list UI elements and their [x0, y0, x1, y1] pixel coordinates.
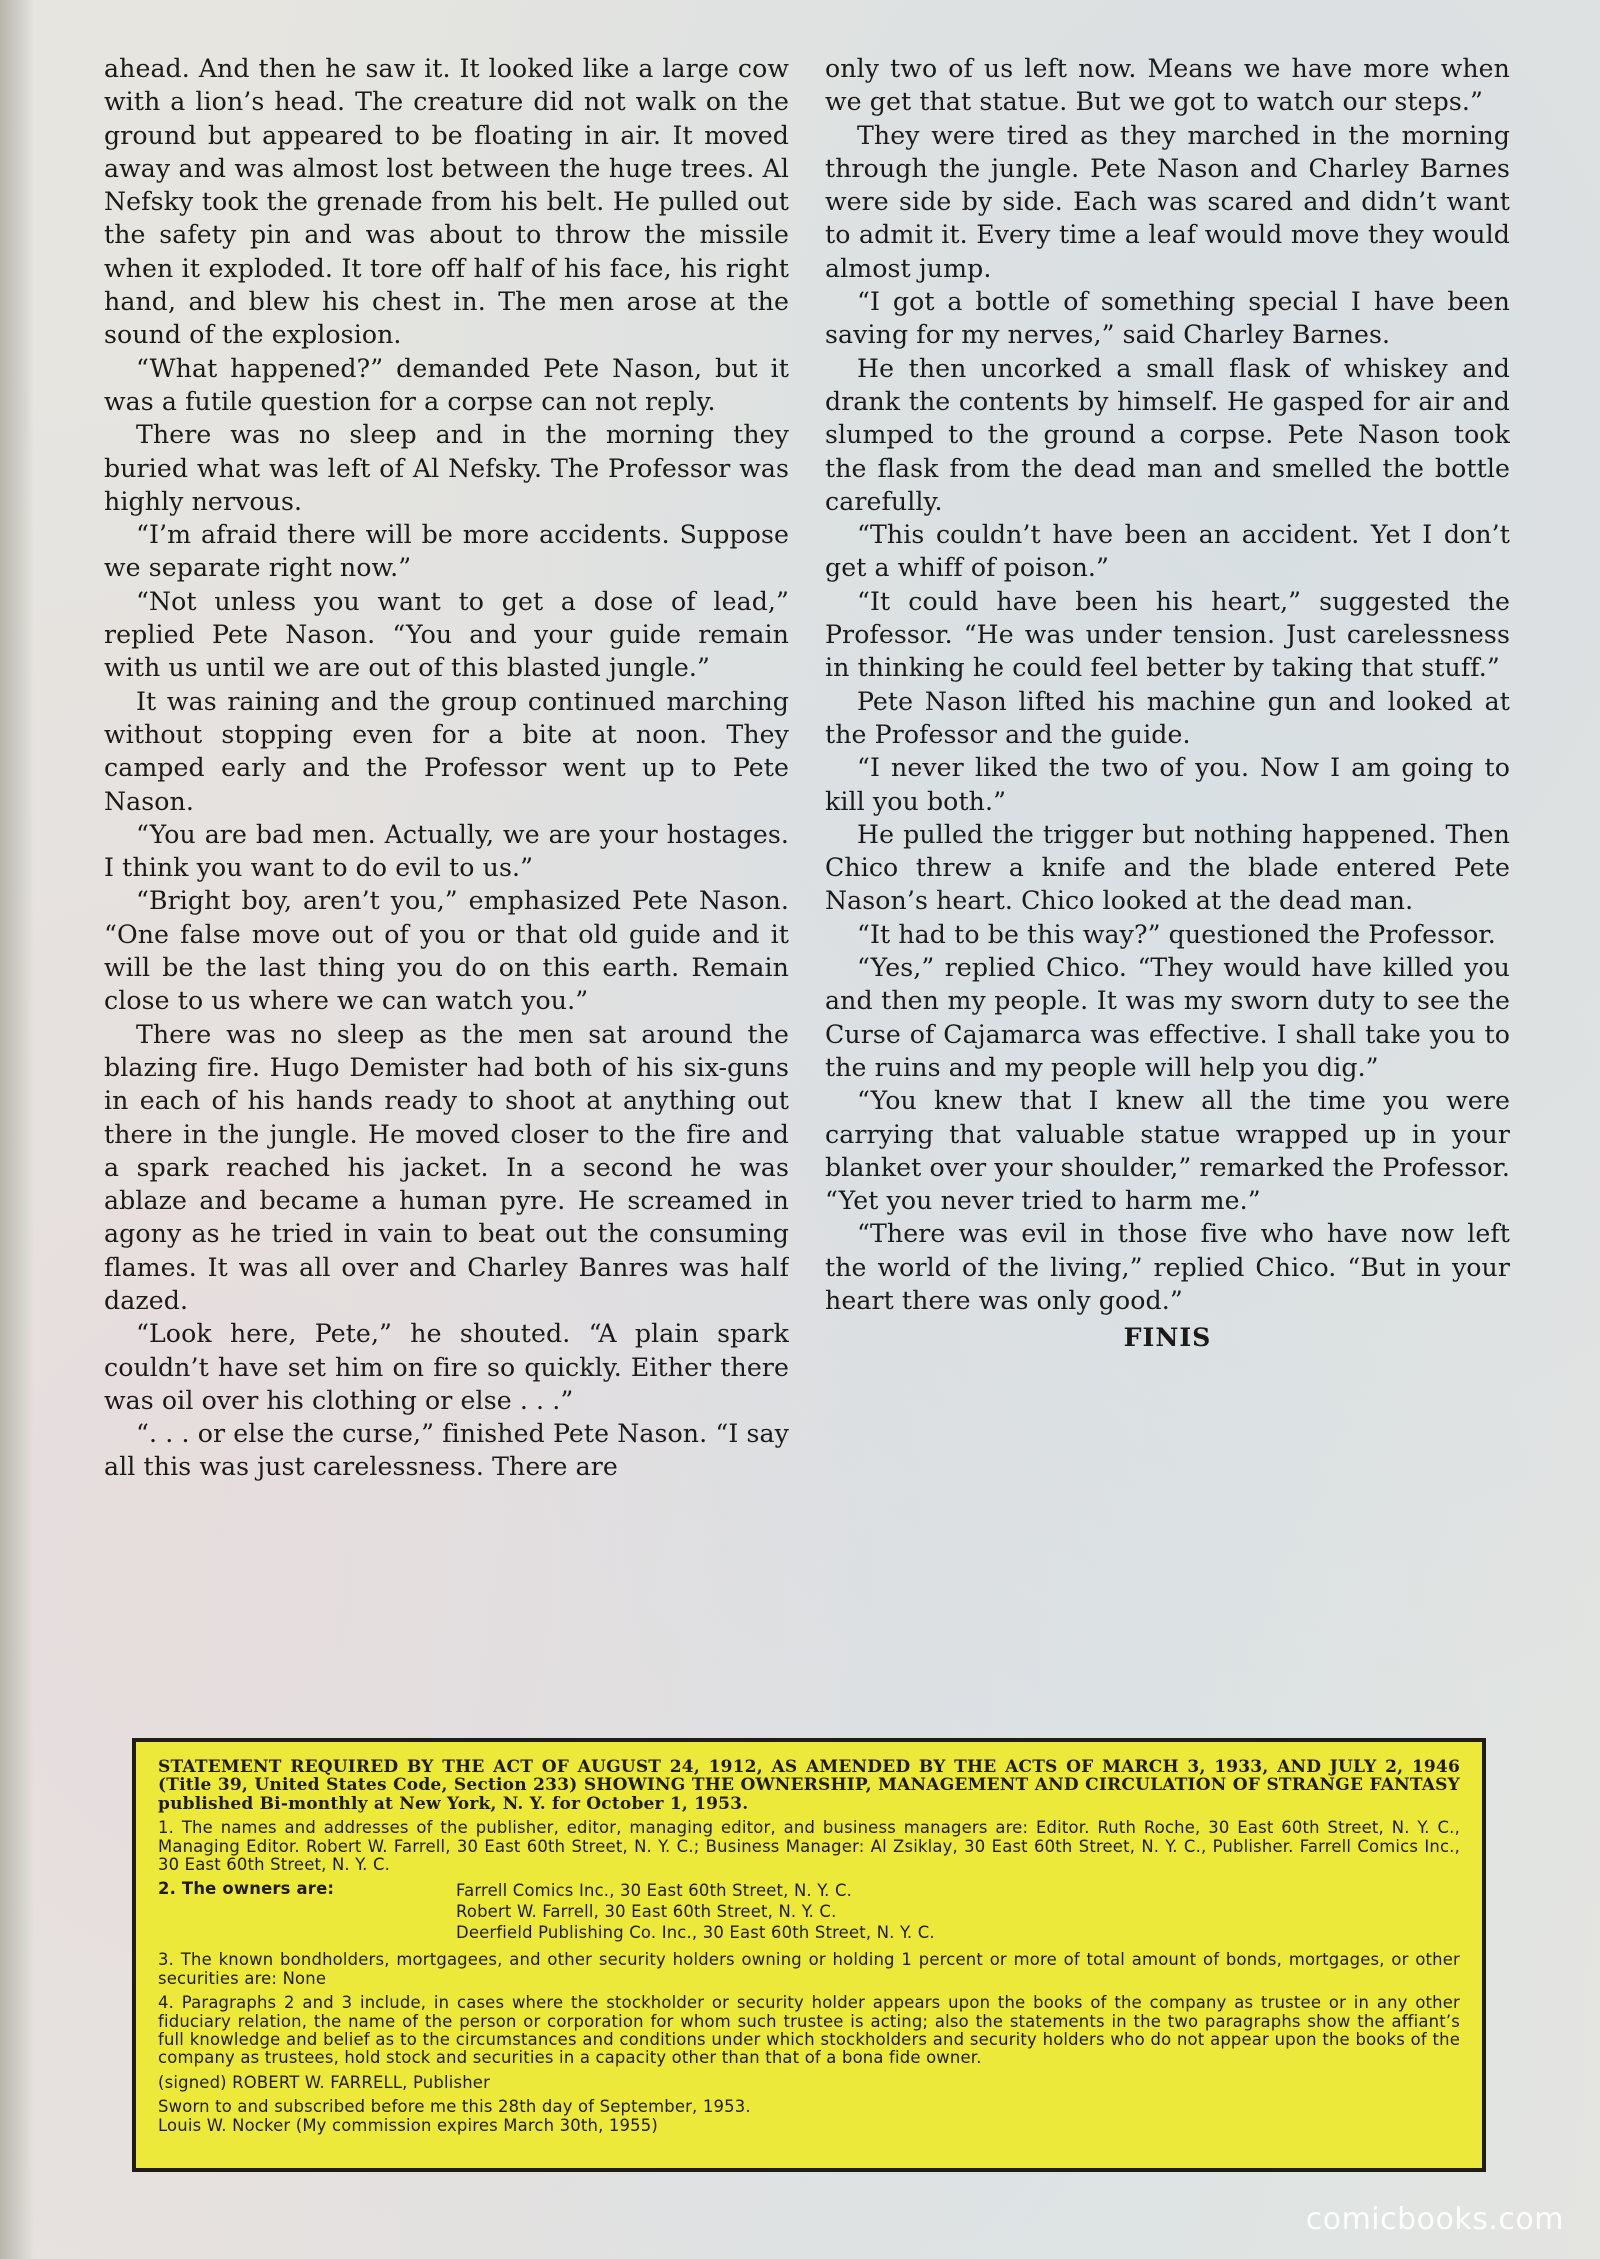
sworn-date: Sworn to and subscribed before me this 28th day of September, 1953.	[158, 2097, 751, 2117]
owners-list	[456, 1880, 935, 1943]
story-paragraph: only two of us left now. Means we have more when we get that statue. But we got to watch our steps.”	[825, 54, 1510, 117]
story-paragraph: They were tired as they marched in the morning through the jungle. Pete Nason and Charley Barnes were side by side. Each was scared and didn’t want to admit it. Every time a leaf would move they would almost jump.	[825, 120, 1510, 283]
story-paragraph: “. . . or else the curse,” finished Pete Nason. “I say all this was just carelessness. There are	[104, 1419, 789, 1482]
notary-line: Louis W. Nocker (My commission expires March 30th, 1955)	[158, 2115, 659, 2135]
story-paragraph: “Not unless you want to get a dose of lead,” replied Pete Nason. “You and your guide remain with us until we are out of this blasted jungle.”	[104, 586, 789, 683]
story-paragraph: There was no sleep as the men sat around the blazing fire. Hugo Demister had both of his six-guns in each of his hands ready to shoot at anything out there in the jungle. He moved closer to the fire and a spark reached his jacket. In a second he was ablaze and became a human pyre. He screamed in agony as he tried in vain to beat out the consuming flames. It was all over and Charley Banres was half dazed.	[104, 1019, 789, 1315]
ownership-statement-box	[132, 1738, 1486, 2172]
story-paragraph: It was raining and the group continued marching without stopping even for a bite at noon. They camped early and the Professor went up to Pete Nason.	[104, 686, 789, 816]
story-paragraph: “It had to be this way?” questioned the Professor.	[857, 919, 1496, 949]
statement-heading: STATEMENT REQUIRED BY THE ACT OF AUGUST 24, 1912, AS AMENDED BY THE ACTS OF MARCH 3, 1933, AND JULY 2, 1946 (Title 39, United States Code, Section 233) SHOWING THE OWNERSHIP, MANAGEMENT AND CIRCULATION OF STRANGE FANTASY published Bi-monthly at New York, N. Y. for October 1, 1953.	[158, 1757, 1460, 1814]
story-paragraph: “Yes,” replied Chico. “They would have killed you and then my people. It was my sworn duty to see the Curse of Cajamarca was effective. I shall take you to the ruins and my people will help you dig.”	[825, 953, 1510, 1082]
story-paragraph: He pulled the trigger but nothing happened. Then Chico threw a knife and the blade entered Pete Nason’s heart. Chico looked at the dead man.	[825, 819, 1510, 916]
story-column-left	[104, 52, 789, 1612]
story-paragraph: Pete Nason lifted his machine gun and looked at the Professor and the guide.	[825, 686, 1510, 749]
story-paragraph: “It could have been his heart,” suggested the Professor. “He was under tension. Just carelessness in thinking he could feel better by taking that stuff.”	[825, 586, 1510, 683]
story-column-right	[825, 52, 1510, 1612]
binding-edge	[0, 0, 34, 2259]
owner-entry: Deerfield Publishing Co. Inc., 30 East 60th Street, N. Y. C.	[456, 1923, 935, 1943]
owners-label: 2. The owners are:	[158, 1879, 335, 1899]
story-end-finis: FINIS	[1123, 1322, 1212, 1353]
story-paragraph: He then uncorked a small flask of whiskey and drank the contents by himself. He gasped for air and slumped to the ground a corpse. Pete Nason took the flask from the dead man and smelled the bottle carefully.	[825, 353, 1510, 516]
owner-entry: Robert W. Farrell, 30 East 60th Street, N. Y. C.	[456, 1902, 837, 1922]
story-paragraph: “You are bad men. Actually, we are your hostages. I think you want to do evil to us.”	[104, 819, 789, 883]
story-paragraph: There was no sleep and in the morning they buried what was left of Al Nefsky. The Professor was highly nervous.	[104, 420, 789, 516]
story-paragraph: ahead. And then he saw it. It looked like a large cow with a lion’s head. The creature did not walk on the ground but appeared to be floating in air. It moved away and was almost lost between the huge trees. Al Nefsky took the grenade from his belt. He pulled out the safety pin and was about to throw the missile when it exploded. It tore off half of his face, his right hand, and blew his chest in. The men arose at the sound of the explosion.	[104, 54, 789, 350]
owner-entry: Farrell Comics Inc., 30 East 60th Street, N. Y. C.	[456, 1881, 853, 1901]
statement-item-4	[158, 1994, 1460, 2068]
sworn-statement	[158, 2098, 1460, 2135]
story-paragraph: “I got a bottle of something special I have been saving for my nerves,” said Charley Barnes.	[825, 287, 1510, 350]
statement-item-4-text: 4. Paragraphs 2 and 3 include, in cases where the stockholder or security holder appears upon the books of the company as trustee or in any other fiduciary relation, the name of the person or corporation for whom such trustee is acting; also the statements in the two paragraphs show the affiant’s full knowledge and belief as to the circumstances and conditions under which stockholders and security holders who do not appear upon the books of the company as trustees, hold stock and securities in a capacity other than that of a bona fide owner.	[158, 1993, 1460, 2068]
story-paragraph: “Look here, Pete,” he shouted. “A plain spark couldn’t have set him on fire so quickly. Either there was oil over his clothing or else . . .”	[104, 1319, 789, 1415]
site-watermark: comicbooks.com	[1305, 2202, 1564, 2237]
story-paragraph: “I’m afraid there will be more accidents. Suppose we separate right now.”	[104, 520, 789, 583]
story-paragraph: “You knew that I knew all the time you were carrying that valuable statue wrapped up in your blanket over your shoulder,” remarked the Professor. “Yet you never tried to harm me.”	[825, 1086, 1510, 1216]
statement-item-1: 1. The names and addresses of the publisher, editor, managing editor, and business managers are: Editor. Ruth Roche, 30 East 60th Street, N. Y. C., Managing Editor. Robert W. Farrell, 30 East 60th Street, N. Y. C.; Business Manager: Al Zsiklay, 30 East 60th Street, N. Y. C., Publisher. Farrell Comics Inc., 30 East 60th Street, N. Y. C.	[158, 1818, 1460, 1875]
story-paragraph: “I never liked the two of you. Now I am going to kill you both.”	[825, 753, 1510, 816]
story-text	[104, 52, 1510, 1612]
statement-item-3: 3. The known bondholders, mortgagees, and other security holders owning or holding 1 percent or more of total amount of bonds, mortgages, or other securities are: None	[158, 1950, 1460, 1988]
story-paragraph: “There was evil in those five who have now left the world of the living,” replied Chico. “But in your heart there was only good.”	[825, 1219, 1510, 1315]
story-paragraph: “This couldn’t have been an accident. Yet I don’t get a whiff of poison.”	[825, 520, 1510, 583]
statement-item-2	[158, 1880, 1460, 1943]
story-paragraph: “What happened?” demanded Pete Nason, but it was a futile question for a corpse can not reply.	[104, 353, 789, 416]
publisher-signature: (signed) ROBERT W. FARRELL, Publisher	[158, 2072, 491, 2092]
story-paragraph: “Bright boy, aren’t you,” emphasized Pete Nason. “One false move out of you or that old guide and it will be the last thing you do on this earth. Remain close to us where we can watch you.”	[104, 886, 789, 1016]
